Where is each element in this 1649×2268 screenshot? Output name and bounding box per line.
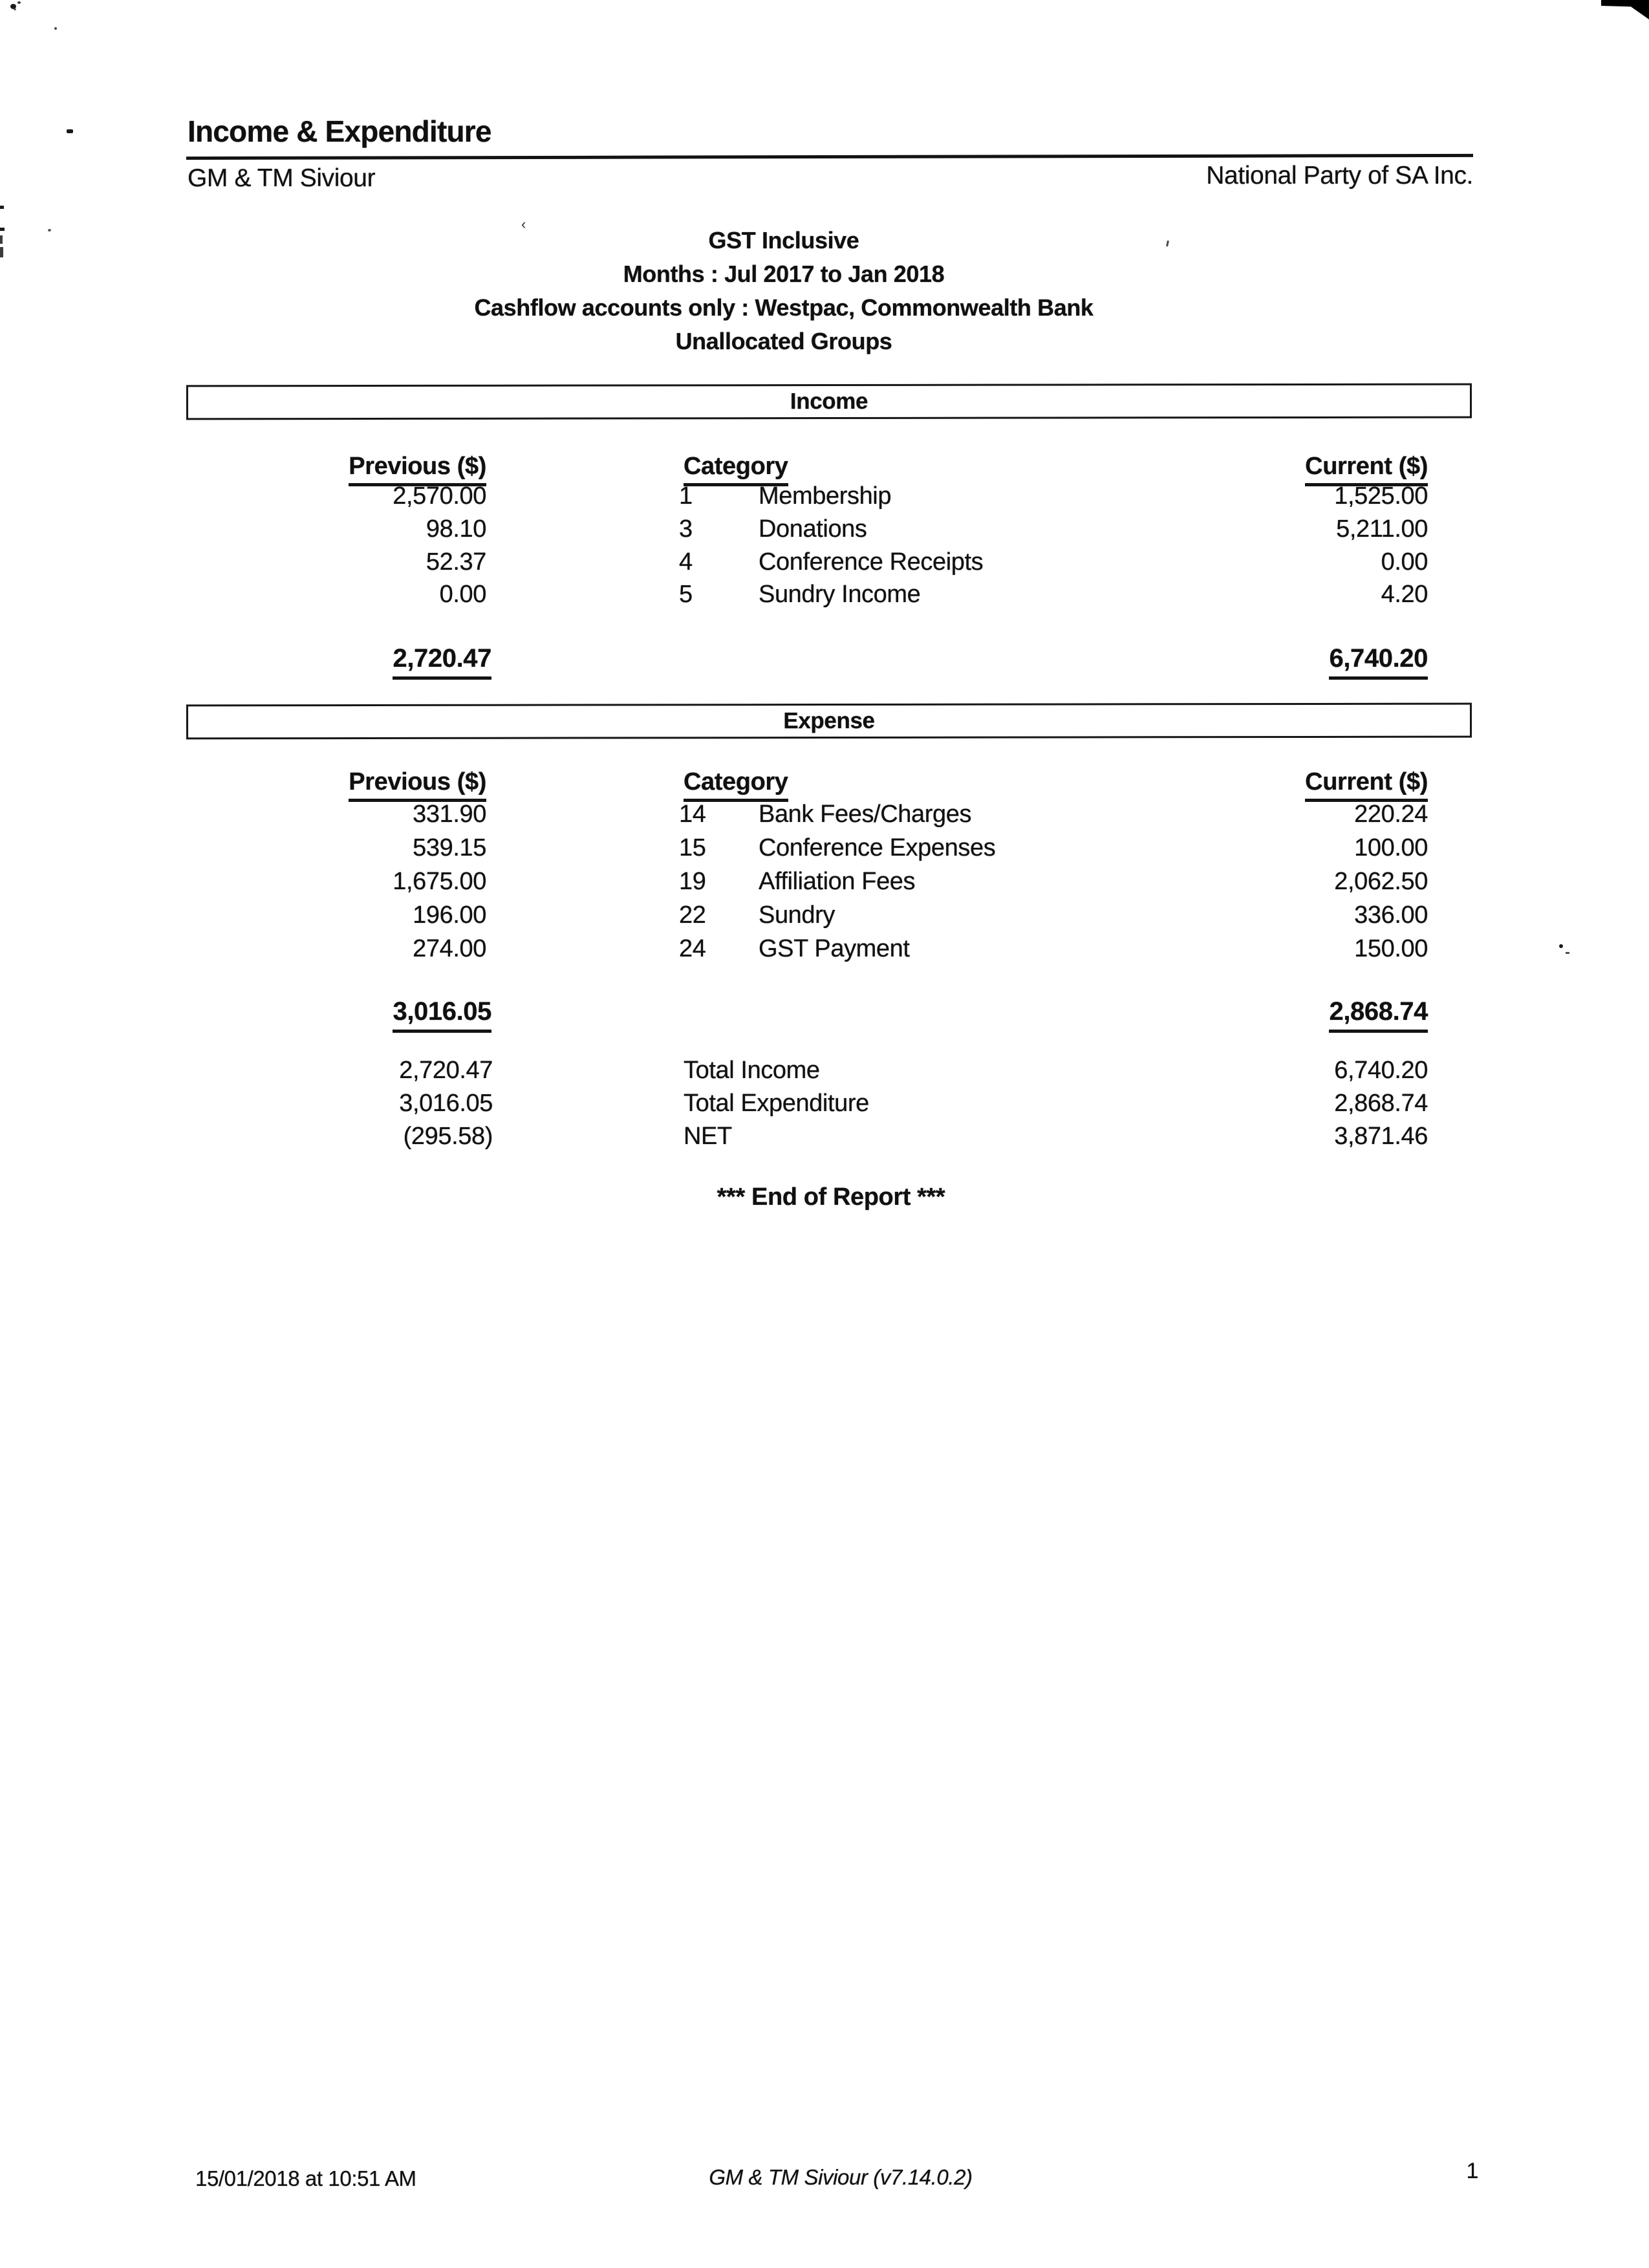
previous-amount: 196.00 <box>413 902 486 929</box>
expense-table-row <box>0 801 1649 833</box>
expense-section-title: Expense <box>783 707 875 734</box>
page-title: Income & Expenditure <box>188 114 491 148</box>
footer-generator: GM & TM Siviour (v7.14.0.2) <box>709 2165 973 2189</box>
income-totals-row <box>0 644 1649 676</box>
previous-column-header: Previous ($) <box>188 453 486 486</box>
category-name: Donations <box>759 515 867 543</box>
previous-amount: 98.10 <box>426 515 486 543</box>
scan-speck <box>67 129 73 133</box>
summary-label: Total Income <box>684 1057 820 1084</box>
category-code: 4 <box>679 548 693 576</box>
entity-name: GM & TM Siviour <box>188 164 376 192</box>
previous-amount: 2,720.47 <box>399 1057 493 1084</box>
scan-speck <box>54 27 57 30</box>
accounts-line: Cashflow accounts only : Westpac, Commonwealth Bank <box>474 294 1094 321</box>
income-table-row <box>0 581 1649 613</box>
current-column-header: Current ($) <box>1105 768 1428 802</box>
summary-label: Total Expenditure <box>684 1090 869 1117</box>
scan-corner-mark <box>1601 0 1649 19</box>
category-code: 14 <box>679 801 706 828</box>
expense-totals-row <box>0 997 1649 1030</box>
category-name: Bank Fees/Charges <box>759 801 972 828</box>
scan-speck <box>14 8 16 10</box>
report-parameters <box>0 224 1568 358</box>
category-code: 15 <box>679 834 706 861</box>
previous-column-header: Previous ($) <box>188 768 486 802</box>
previous-amount: 274.00 <box>413 935 486 962</box>
expense-section-header <box>186 703 1472 740</box>
category-name: Sundry <box>759 902 835 929</box>
previous-amount: 3,016.05 <box>399 1090 493 1117</box>
previous-amount: 331.90 <box>413 801 486 828</box>
summary-row-net <box>0 1123 1649 1155</box>
expense-table-row <box>0 868 1649 900</box>
category-column-header: Category <box>684 453 788 486</box>
current-amount: 5,211.00 <box>1336 515 1428 543</box>
previous-amount: 52.37 <box>426 548 486 576</box>
expense-table-row <box>0 834 1649 867</box>
category-name: Conference Receipts <box>759 548 984 576</box>
current-amount: 220.24 <box>1354 801 1428 828</box>
scan-edge-mark <box>0 206 4 209</box>
current-amount: 150.00 <box>1354 935 1428 962</box>
previous-amount: 0.00 <box>439 581 486 608</box>
footer-datetime: 15/01/2018 at 10:51 AM <box>195 2166 416 2190</box>
category-name: Membership <box>759 482 892 510</box>
category-code: 22 <box>679 902 706 929</box>
expense-total-previous: 3,016.05 <box>188 997 491 1033</box>
income-table-row <box>0 515 1649 548</box>
category-name: Sundry Income <box>759 581 921 608</box>
expense-total-current: 2,868.74 <box>1105 997 1428 1033</box>
income-table-row <box>0 482 1649 515</box>
expense-column-headers <box>0 768 1649 801</box>
income-section-title: Income <box>790 388 868 415</box>
income-table-row <box>0 548 1649 581</box>
expense-table-row <box>0 935 1649 967</box>
income-section-header <box>186 383 1472 420</box>
summary-row-total-expenditure <box>0 1090 1649 1122</box>
category-code: 1 <box>679 482 693 510</box>
category-code: 24 <box>679 935 706 962</box>
current-amount: 336.00 <box>1354 902 1428 929</box>
category-column-header: Category <box>684 768 788 802</box>
summary-label: NET <box>684 1123 732 1150</box>
scan-squiggle: ‹ <box>521 216 526 232</box>
category-code: 5 <box>679 581 693 608</box>
footer-page-number: 1 <box>1466 2159 1478 2183</box>
title-divider <box>186 154 1473 160</box>
current-amount: 3,871.46 <box>1334 1123 1428 1150</box>
organisation-name: National Party of SA Inc. <box>1206 162 1473 189</box>
end-of-report-marker: *** End of Report *** <box>717 1183 945 1211</box>
gst-mode-line: GST Inclusive <box>708 227 859 254</box>
current-amount: 2,868.74 <box>1334 1090 1428 1117</box>
income-column-headers <box>0 453 1649 485</box>
category-name: GST Payment <box>759 935 910 962</box>
category-code: 3 <box>679 515 693 543</box>
previous-amount: 539.15 <box>413 834 486 861</box>
current-amount: 6,740.20 <box>1334 1057 1428 1084</box>
category-name: Affiliation Fees <box>759 868 916 895</box>
scan-speck <box>17 1 21 4</box>
previous-amount: 2,570.00 <box>393 482 486 510</box>
current-column-header: Current ($) <box>1105 453 1428 486</box>
expense-table-row <box>0 902 1649 934</box>
category-name: Conference Expenses <box>759 834 996 861</box>
current-amount: 4.20 <box>1381 581 1428 608</box>
current-amount: 0.00 <box>1381 548 1428 576</box>
previous-amount: 1,675.00 <box>393 868 486 895</box>
groups-line: Unallocated Groups <box>675 328 892 354</box>
income-total-previous: 2,720.47 <box>188 644 491 680</box>
summary-row-total-income <box>0 1057 1649 1089</box>
period-line: Months : Jul 2017 to Jan 2018 <box>623 261 945 287</box>
income-total-current: 6,740.20 <box>1105 644 1428 680</box>
previous-amount: (295.58) <box>403 1123 493 1150</box>
current-amount: 100.00 <box>1354 834 1428 861</box>
current-amount: 1,525.00 <box>1334 482 1428 510</box>
category-code: 19 <box>679 868 706 895</box>
current-amount: 2,062.50 <box>1334 868 1428 895</box>
